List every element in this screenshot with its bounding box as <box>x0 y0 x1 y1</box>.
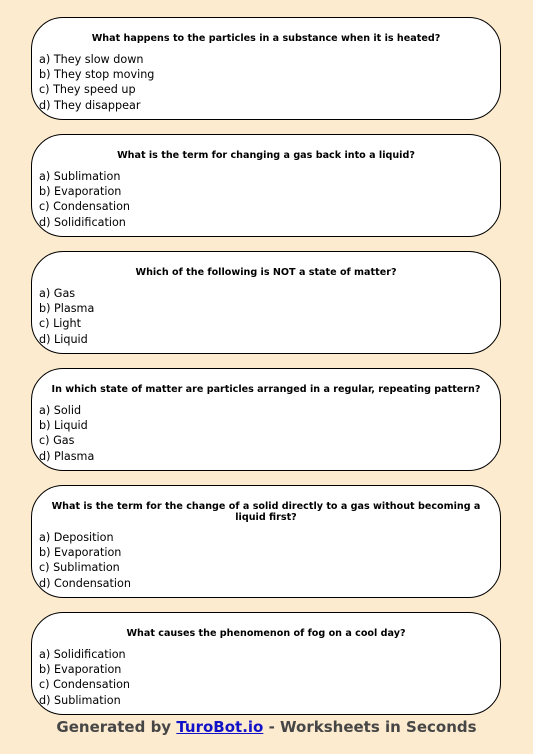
option-c: c) Sublimation <box>39 561 120 575</box>
question-card-6 <box>31 612 501 715</box>
question-title: In which state of matter are particles arranged in a regular, repeating pattern? <box>51 384 481 395</box>
option-c: c) They speed up <box>39 83 136 97</box>
option-c: c) Gas <box>39 434 75 448</box>
option-c: c) Condensation <box>39 200 131 214</box>
option-a: a) Deposition <box>39 531 114 544</box>
option-d: d) Liquid <box>39 332 88 346</box>
option-d: d) Condensation <box>39 576 131 590</box>
question-title: What is the term for the change of a solid directly to a gas without becoming a liquid first? <box>51 501 481 523</box>
option-c: c) Condensation <box>39 678 131 692</box>
option-b: b) They stop moving <box>39 68 155 82</box>
option-b: b) Liquid <box>39 419 88 433</box>
question-card-1 <box>31 17 501 120</box>
option-d: d) Solidification <box>39 215 126 229</box>
options-list <box>39 647 130 708</box>
option-a: a) They slow down <box>39 53 144 66</box>
option-b: b) Evaporation <box>39 546 122 560</box>
question-title: What happens to the particles in a substance when it is heated? <box>91 33 441 44</box>
option-b: b) Evaporation <box>39 663 122 677</box>
footer <box>0 718 533 736</box>
option-d: d) Sublimation <box>39 693 121 707</box>
option-a: a) Sublimation <box>39 170 121 183</box>
question-title: What is the term for changing a gas back into a liquid? <box>117 150 415 161</box>
turobot-link[interactable]: TuroBot.io <box>176 718 264 736</box>
question-card-4 <box>31 368 501 471</box>
option-a: a) Gas <box>39 287 76 300</box>
options-list <box>39 52 154 113</box>
question-card-5 <box>31 485 501 598</box>
option-a: a) Solid <box>39 404 82 417</box>
option-c: c) Light <box>39 317 81 331</box>
options-list <box>39 286 94 347</box>
option-a: a) Solidification <box>39 648 126 661</box>
option-d: d) Plasma <box>39 449 95 463</box>
question-card-2 <box>31 134 501 237</box>
options-list <box>39 403 94 464</box>
question-title: Which of the following is NOT a state of matter? <box>135 267 397 278</box>
option-b: b) Evaporation <box>39 185 122 199</box>
options-list <box>39 169 130 230</box>
footer-suffix: - Worksheets in Seconds <box>268 718 477 736</box>
option-d: d) They disappear <box>39 98 141 112</box>
option-b: b) Plasma <box>39 302 95 316</box>
footer-prefix: Generated by <box>56 718 172 736</box>
options-list <box>39 530 131 591</box>
question-card-3 <box>31 251 501 354</box>
question-title: What causes the phenomenon of fog on a cool day? <box>126 628 406 639</box>
